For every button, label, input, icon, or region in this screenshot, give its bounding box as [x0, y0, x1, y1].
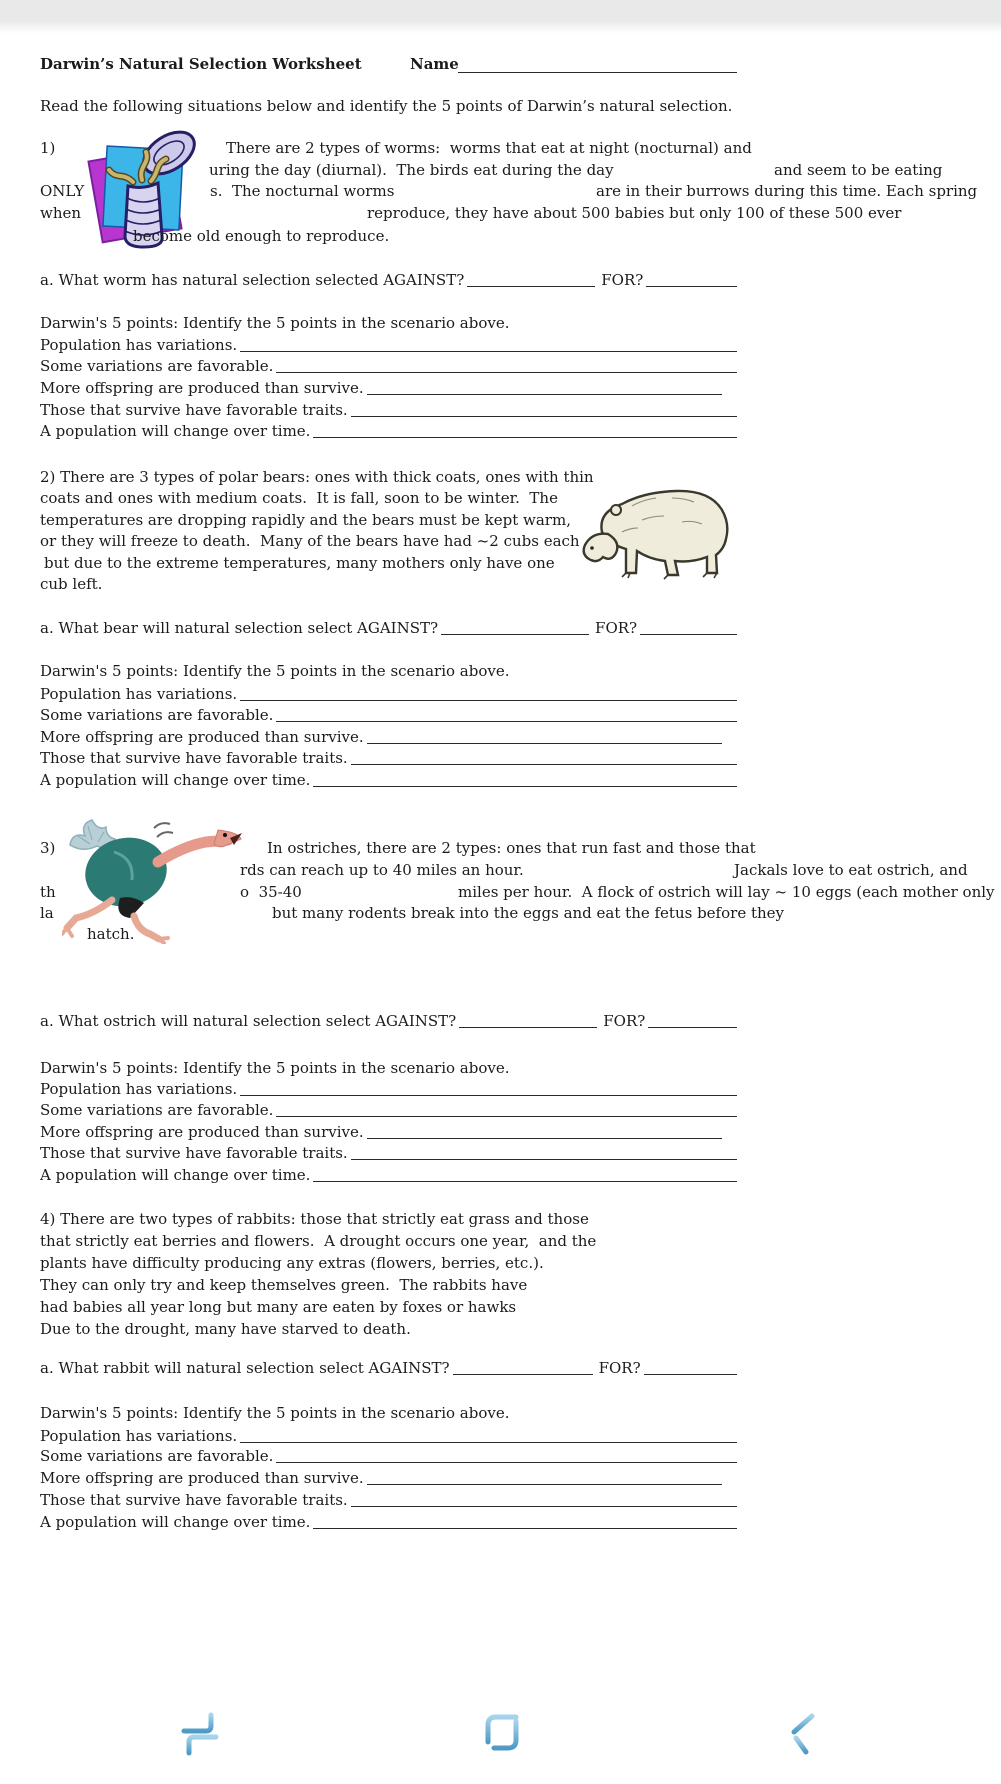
for-label: FOR? [598, 1359, 641, 1377]
section-4-line: 4) There are two types of rabbits: those that strictly eat grass and those [40, 1210, 589, 1228]
five-points-row [40, 1491, 737, 1510]
five-points-label: Some variations are favorable. [40, 1101, 274, 1119]
section-3-line: In ostriches, there are 2 types: ones that run fast and those that [267, 839, 756, 857]
five-points-header: Darwin's 5 points: Identify the 5 points in the scenario above. [40, 1404, 510, 1422]
blank-line [313, 1177, 737, 1182]
five-points-label: Population has variations. [40, 336, 238, 354]
blank-line [467, 282, 595, 287]
five-points-label: A population will change over time. [40, 422, 311, 440]
blank-line [313, 1524, 737, 1529]
blank-line [453, 1370, 593, 1375]
recents-button[interactable] [178, 1710, 222, 1761]
section-3-line: th [40, 883, 56, 901]
five-points-label: More offspring are produced than survive. [40, 1469, 364, 1487]
blank-line [367, 739, 722, 744]
blank-line [367, 1134, 722, 1139]
five-points-row [40, 1469, 722, 1488]
home-button[interactable] [478, 1708, 522, 1759]
blank-line [276, 1112, 737, 1117]
five-points-header: Darwin's 5 points: Identify the 5 points in the scenario above. [40, 1059, 510, 1077]
blank-line [646, 282, 737, 287]
question-line-4 [40, 1359, 737, 1378]
blank-line [276, 1458, 737, 1463]
section-4-line: Due to the drought, many have starved to death. [40, 1320, 411, 1338]
section-1-line: when [40, 204, 82, 222]
section-1-line: reproduce, they have about 500 babies but only 100 of these 500 ever [367, 204, 902, 222]
section-2-line: coats and ones with medium coats. It is fall, soon to be winter. The [40, 489, 558, 507]
blank-line [640, 630, 737, 635]
polar-bear-clipart [572, 476, 732, 588]
blank-line [240, 1091, 737, 1096]
for-label: FOR? [595, 619, 638, 637]
section-2-line: temperatures are dropping rapidly and the bears must be kept warm, [40, 511, 571, 529]
section-3-line: o 35-40 [240, 883, 302, 901]
name-blank-line [458, 72, 737, 73]
five-points-label: More offspring are produced than survive. [40, 1123, 364, 1141]
for-label: FOR? [603, 1012, 646, 1030]
question-line-2 [40, 619, 737, 638]
five-points-row [40, 706, 737, 725]
section-1-line: and seem to be eating [774, 161, 943, 179]
home-icon [478, 1708, 522, 1756]
section-3-label: 3) [40, 839, 56, 857]
five-points-row [40, 1144, 737, 1163]
five-points-label: A population will change over time. [40, 1166, 311, 1184]
blank-line [351, 760, 737, 765]
back-button[interactable] [784, 1710, 824, 1759]
question-line-1 [40, 271, 737, 290]
five-points-label: Those that survive have favorable traits. [40, 749, 348, 767]
blank-line [276, 368, 737, 373]
section-2-line: or they will freeze to death. Many of the bears have had ~2 cubs each [40, 532, 580, 550]
five-points-label: Some variations are favorable. [40, 357, 274, 375]
blank-line [441, 630, 589, 635]
five-points-row [40, 422, 737, 441]
five-points-label: More offspring are produced than survive. [40, 728, 364, 746]
five-points-row [40, 771, 737, 790]
five-points-label: A population will change over time. [40, 1513, 311, 1531]
section-4-line: plants have difficulty producing any extras (flowers, berries, etc.). [40, 1254, 544, 1272]
page-title: Darwin’s Natural Selection Worksheet [40, 55, 362, 73]
section-4-line: had babies all year long but many are eaten by foxes or hawks [40, 1298, 517, 1316]
navigation-bar [0, 1690, 1001, 1784]
five-points-label: Population has variations. [40, 1427, 238, 1445]
section-3-line: hatch. [87, 925, 135, 943]
blank-line [367, 390, 722, 395]
section-3-line: Jackals love to eat ostrich, and [734, 861, 968, 879]
section-2-line: cub left. [40, 575, 103, 593]
blank-line [313, 433, 737, 438]
blank-line [351, 412, 737, 417]
blank-line [240, 696, 737, 701]
section-2-line: but due to the extreme temperatures, many mothers only have one [44, 554, 555, 572]
blank-line [351, 1155, 737, 1160]
five-points-label: More offspring are produced than survive. [40, 379, 364, 397]
section-1-line: uring the day (diurnal). The birds eat during the day [209, 161, 614, 179]
five-points-row [40, 1123, 722, 1142]
blank-line [351, 1502, 737, 1507]
section-1-line: become old enough to reproduce. [133, 227, 390, 245]
five-points-label: Population has variations. [40, 1080, 238, 1098]
blank-line [313, 782, 737, 787]
five-points-row [40, 401, 737, 420]
section-3-line: la [40, 904, 54, 922]
question-text: a. What ostrich will natural selection select AGAINST? [40, 1012, 457, 1030]
five-points-label: Those that survive have favorable traits. [40, 401, 348, 419]
five-points-header: Darwin's 5 points: Identify the 5 points in the scenario above. [40, 662, 510, 680]
five-points-label: Those that survive have favorable traits. [40, 1491, 348, 1509]
five-points-row [40, 379, 722, 398]
five-points-row [40, 1101, 737, 1120]
five-points-label: Population has variations. [40, 685, 238, 703]
question-text: a. What rabbit will natural selection select AGAINST? [40, 1359, 450, 1377]
for-label: FOR? [601, 271, 644, 289]
five-points-row [40, 728, 722, 747]
five-points-row [40, 1166, 737, 1185]
blank-line [367, 1480, 722, 1485]
section-4-line: They can only try and keep themselves green. The rabbits have [40, 1276, 528, 1294]
five-points-row [40, 685, 737, 704]
blank-line [644, 1370, 737, 1375]
section-3-line: rds can reach up to 40 miles an hour. [240, 861, 524, 879]
question-text: a. What bear will natural selection select AGAINST? [40, 619, 439, 637]
five-points-label: Those that survive have favorable traits. [40, 1144, 348, 1162]
back-icon [784, 1710, 824, 1756]
section-1-line: s. The nocturnal worms [210, 182, 395, 200]
blank-line [240, 347, 737, 352]
top-gray-bar [0, 0, 1001, 34]
five-points-row [40, 1427, 737, 1446]
five-points-label: A population will change over time. [40, 771, 311, 789]
five-points-row [40, 1080, 737, 1099]
five-points-row [40, 749, 737, 768]
five-points-label: Some variations are favorable. [40, 706, 274, 724]
recents-icon [178, 1710, 222, 1758]
blank-line [459, 1023, 597, 1028]
section-1-line: ONLY [40, 182, 85, 200]
section-1-label: 1) [40, 139, 56, 157]
question-text: a. What worm has natural selection selected AGAINST? [40, 271, 465, 289]
five-points-row [40, 336, 737, 355]
blank-line [648, 1023, 737, 1028]
five-points-row [40, 1513, 737, 1532]
section-1-line: are in their burrows during this time. Each spring [596, 182, 978, 200]
five-points-header: Darwin's 5 points: Identify the 5 points in the scenario above. [40, 314, 510, 332]
name-field-label: Name [410, 55, 459, 73]
five-points-row [40, 357, 737, 376]
intro-text: Read the following situations below and identify the 5 points of Darwin’s natural selection. [40, 97, 733, 115]
question-line-3 [40, 1012, 737, 1031]
blank-line [240, 1438, 737, 1443]
five-points-label: Some variations are favorable. [40, 1447, 274, 1465]
blank-line [276, 717, 737, 722]
section-1-line: There are 2 types of worms: worms that eat at night (nocturnal) and [226, 139, 752, 157]
five-points-row [40, 1447, 737, 1466]
section-3-line: but many rodents break into the eggs and eat the fetus before they [272, 904, 784, 922]
section-2-line: 2) There are 3 types of polar bears: ones with thick coats, ones with thin [40, 468, 594, 486]
section-4-line: that strictly eat berries and flowers. A drought occurs one year, and the [40, 1232, 597, 1250]
section-3-line: miles per hour. A flock of ostrich will lay ~ 10 eggs (each mother only [458, 883, 995, 901]
